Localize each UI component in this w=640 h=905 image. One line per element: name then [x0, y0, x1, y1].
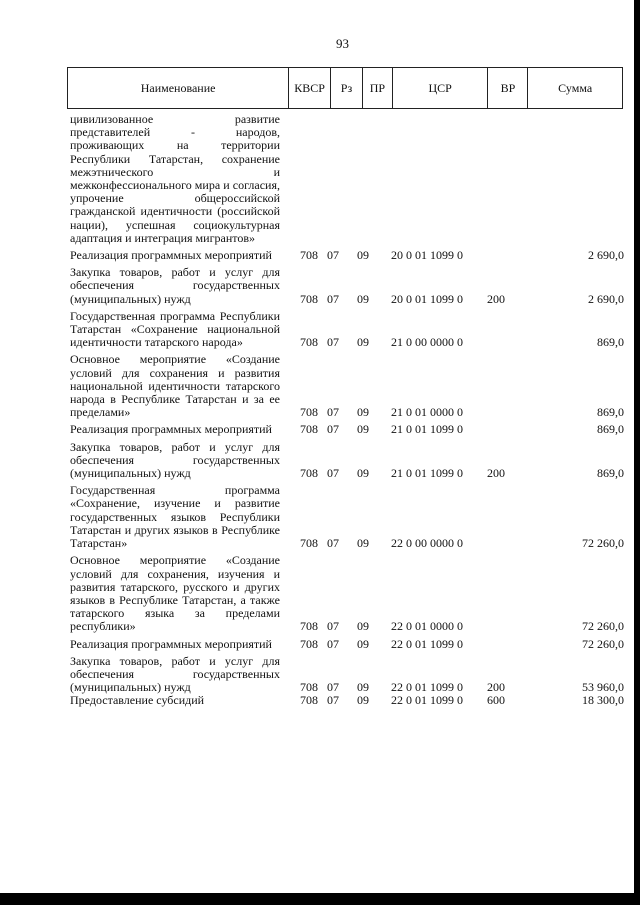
row-name: Реализация программных мероприятий: [70, 248, 272, 263]
row-csr: 20 0 01 1099 0: [391, 291, 463, 306]
table-row: [70, 554, 626, 633]
row-pr: 09: [357, 248, 369, 263]
row-name: Закупка товаров, работ и услуг для обеспечения государственных (муниципальных) нужд: [70, 265, 280, 306]
column-header-kvsr: КВСР: [289, 68, 331, 108]
row-csr: 22 0 01 1099 0: [391, 680, 463, 695]
row-csr: 22 0 00 0000 0: [391, 536, 463, 551]
row-name: Предоставление субсидий: [70, 693, 205, 708]
row-pr: 09: [357, 291, 369, 306]
table-row: [70, 694, 626, 707]
row-sum: 72 260,0: [582, 619, 624, 634]
row-rz: 07: [327, 536, 339, 551]
row-pr: 09: [357, 693, 369, 708]
row-rz: 07: [327, 619, 339, 634]
table-row: [70, 353, 626, 419]
row-pr: 09: [357, 422, 369, 437]
table-row: [70, 310, 626, 350]
row-rz: 07: [327, 248, 339, 263]
row-sum: 2 690,0: [588, 291, 624, 306]
budget-table-body: [70, 113, 626, 708]
table-header: [67, 67, 623, 109]
row-kvsr: 708: [300, 619, 318, 634]
row-rz: 07: [327, 693, 339, 708]
row-csr: 21 0 01 1099 0: [391, 466, 463, 481]
row-pr: 09: [357, 466, 369, 481]
row-csr: 21 0 01 0000 0: [391, 405, 463, 420]
row-name: Закупка товаров, работ и услуг для обеспечения государственных (муниципальных) нужд: [70, 439, 280, 481]
row-pr: 09: [357, 680, 369, 695]
row-sum: 18 300,0: [582, 693, 624, 708]
row-kvsr: 708: [300, 636, 318, 651]
row-kvsr: 708: [300, 466, 318, 481]
row-csr: 22 0 01 1099 0: [391, 693, 463, 708]
row-sum: 869,0: [597, 335, 624, 350]
row-name: Государственная программа «Сохранение, изучение и развитие государственных языков Республики Татарстан и других языков в Республике Татарстан»: [70, 483, 280, 551]
row-sum: 2 690,0: [588, 248, 624, 263]
row-csr: 21 0 01 1099 0: [391, 422, 463, 437]
row-name: Реализация программных мероприятий: [70, 636, 272, 651]
column-header-sum: Сумма: [558, 80, 593, 95]
row-name: Основное мероприятие «Создание условий для сохранения, изучения и развития татарского, русского и других языков в Республике Татарстан, а также татарского языка за пределами республики»: [70, 553, 280, 634]
table-row: [70, 113, 626, 245]
row-csr: 20 0 01 1099 0: [391, 248, 463, 263]
row-kvsr: 708: [300, 335, 318, 350]
row-kvsr: 708: [300, 536, 318, 551]
column-header-csr: ЦСР: [393, 68, 489, 108]
row-kvsr: 708: [300, 291, 318, 306]
row-csr: 22 0 01 0000 0: [391, 619, 463, 634]
row-pr: 09: [357, 335, 369, 350]
row-csr: 22 0 01 1099 0: [391, 636, 463, 651]
row-sum: 72 260,0: [582, 636, 624, 651]
row-vr: 200: [487, 466, 505, 481]
row-kvsr: 708: [300, 680, 318, 695]
page-number: 93: [336, 36, 349, 51]
row-pr: 09: [357, 405, 369, 420]
table-row: [70, 638, 626, 651]
row-csr: 21 0 00 0000 0: [391, 335, 463, 350]
row-name: цивилизованное развитие представителей - народов, проживающих на территории Республики Татарстан, сохранение межэтнического и межконфессионального мира и согласия, упрочение общероссийской гражданской идентичности (российской нации), успешная социокультурная адаптация и интеграция мигрантов»: [70, 112, 280, 245]
row-name: Закупка товаров, работ и услуг для обеспечения государственных (муниципальных) нужд: [70, 653, 280, 695]
row-sum: 869,0: [597, 466, 624, 481]
table-row: [70, 249, 626, 262]
row-vr: 200: [487, 291, 505, 306]
row-kvsr: 708: [300, 405, 318, 420]
scan-border-bottom: [0, 893, 640, 905]
table-row: [70, 423, 626, 436]
scan-border-right: [634, 0, 640, 905]
row-kvsr: 708: [300, 693, 318, 708]
row-name: Реализация программных мероприятий: [70, 422, 272, 437]
table-row: [70, 266, 626, 306]
row-rz: 07: [327, 466, 339, 481]
row-vr: 200: [487, 680, 505, 695]
row-rz: 07: [327, 680, 339, 695]
row-rz: 07: [327, 405, 339, 420]
row-vr: 600: [487, 693, 505, 708]
row-name: Основное мероприятие «Создание условий для сохранения и развития национальной идентичности татарского народа в Республике Татарстан и за ее пределами»: [70, 352, 280, 420]
row-rz: 07: [327, 422, 339, 437]
row-sum: 869,0: [597, 405, 624, 420]
table-row: [70, 441, 626, 481]
row-pr: 09: [357, 619, 369, 634]
row-pr: 09: [357, 636, 369, 651]
column-header-pr: ПР: [363, 68, 393, 108]
table-row: [70, 655, 626, 695]
row-rz: 07: [327, 636, 339, 651]
row-sum: 869,0: [597, 422, 624, 437]
row-name: Государственная программа Республики Татарстан «Сохранение национальной идентичности татарского народа»: [70, 308, 280, 350]
column-header-name: Наименование: [68, 68, 289, 108]
row-rz: 07: [327, 335, 339, 350]
table-row: [70, 484, 626, 550]
row-kvsr: 708: [300, 422, 318, 437]
row-sum: 72 260,0: [582, 536, 624, 551]
row-pr: 09: [357, 536, 369, 551]
column-header-rz: Рз: [331, 68, 363, 108]
row-kvsr: 708: [300, 248, 318, 263]
row-rz: 07: [327, 291, 339, 306]
row-sum: 53 960,0: [582, 680, 624, 695]
column-header-vr: ВР: [488, 68, 528, 108]
